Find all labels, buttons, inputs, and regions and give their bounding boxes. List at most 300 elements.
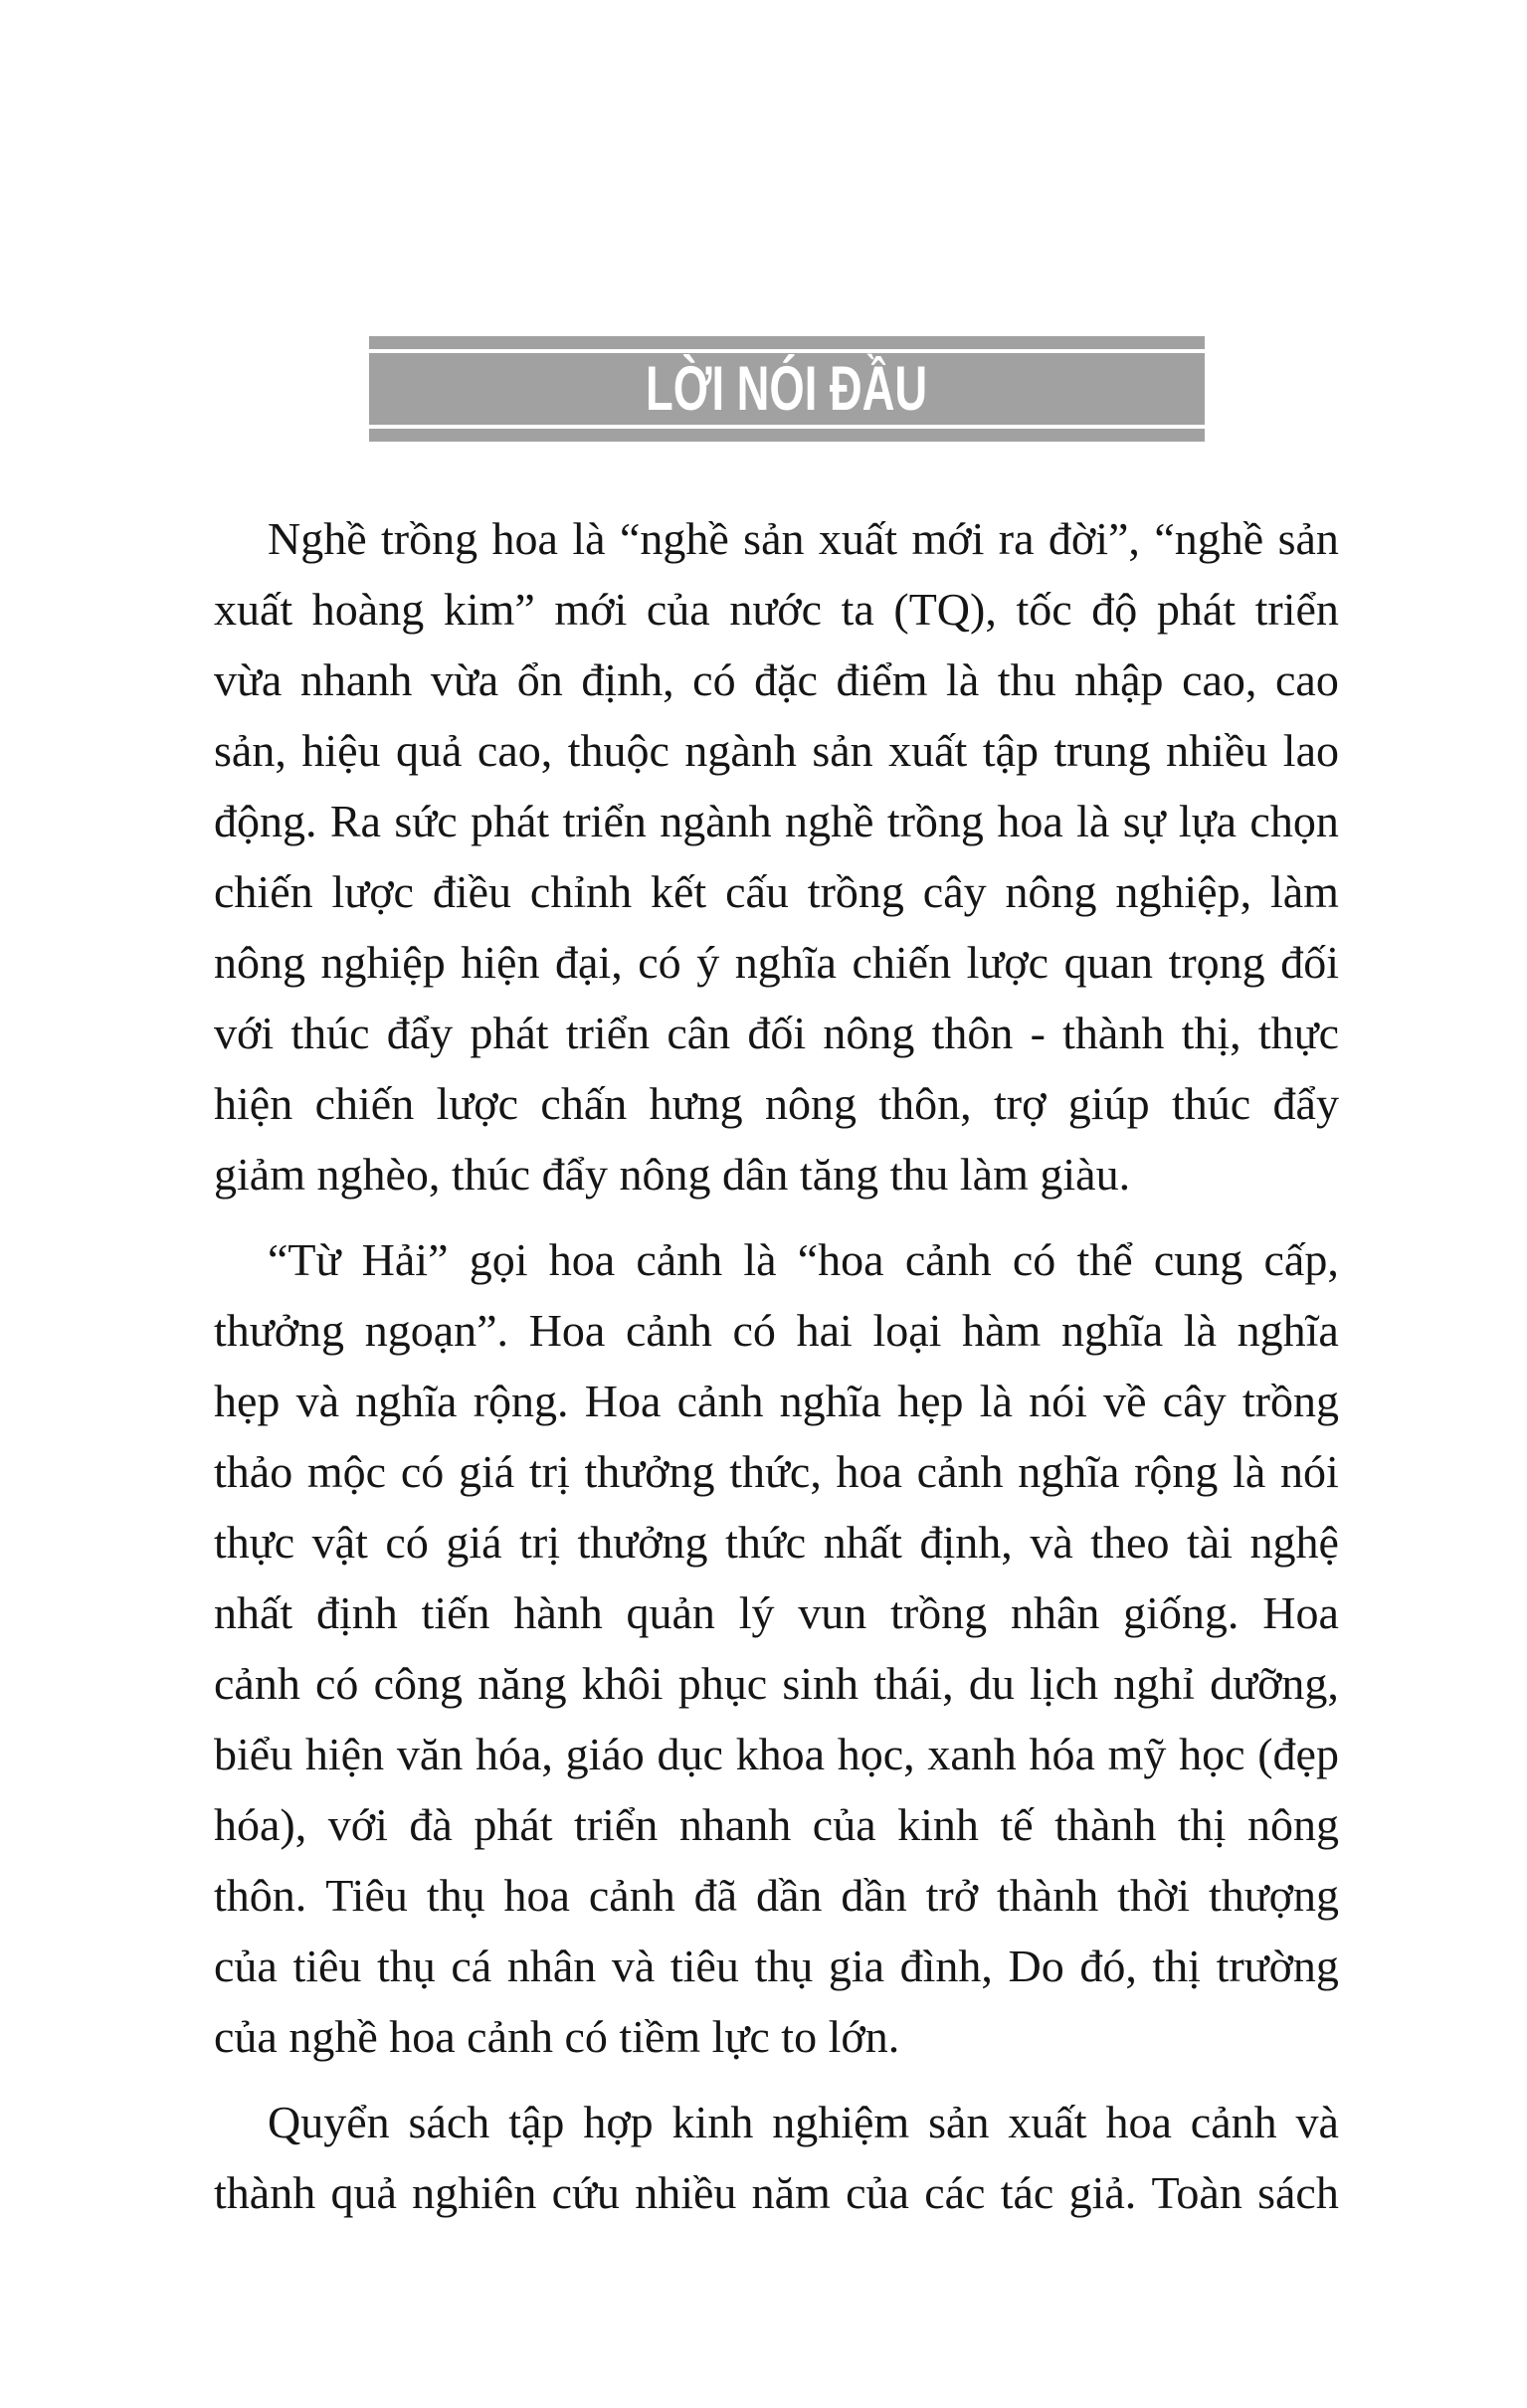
word: vật bbox=[311, 1517, 368, 1568]
text-line bbox=[214, 1931, 1339, 2001]
word: thưởng bbox=[584, 1446, 715, 1497]
word: trợ bbox=[993, 1078, 1047, 1129]
word: chỉnh bbox=[529, 866, 633, 917]
word: giá bbox=[458, 1446, 515, 1497]
word: rộng. bbox=[473, 1376, 569, 1426]
text-line bbox=[214, 1295, 1339, 1366]
word: sự bbox=[1122, 796, 1166, 846]
text-line bbox=[214, 1789, 1339, 1860]
word: nói bbox=[1280, 1446, 1339, 1497]
word: nông bbox=[764, 1078, 857, 1129]
word: quả bbox=[330, 2167, 397, 2218]
word: cảnh bbox=[1190, 2097, 1277, 2147]
paragraph bbox=[214, 1224, 1339, 2072]
word: hóa bbox=[1029, 1729, 1095, 1779]
word: mỹ bbox=[1107, 1729, 1167, 1779]
word: thức, bbox=[729, 1446, 822, 1497]
word: thành bbox=[1054, 1799, 1157, 1850]
word: sản, bbox=[214, 725, 286, 776]
word: tiêu bbox=[669, 1941, 739, 1991]
word: và bbox=[611, 1941, 656, 1991]
word: năng bbox=[477, 1658, 567, 1709]
word: tập bbox=[982, 725, 1040, 776]
word: xuất bbox=[818, 513, 898, 564]
word: đời”, bbox=[1048, 513, 1140, 564]
word: đối bbox=[1280, 937, 1339, 988]
word: chiến bbox=[852, 937, 952, 988]
word: vun bbox=[798, 1587, 867, 1638]
text-line bbox=[214, 998, 1339, 1068]
word: thành bbox=[214, 2167, 316, 2218]
word: nghĩa bbox=[1018, 1446, 1120, 1497]
word: văn bbox=[396, 1729, 464, 1779]
word: rộng bbox=[1134, 1446, 1219, 1497]
text-line bbox=[214, 786, 1339, 856]
word: tiêu bbox=[292, 1941, 362, 1991]
word: thượng bbox=[1208, 1870, 1339, 1921]
preface-banner bbox=[369, 336, 1205, 442]
word: đại, bbox=[555, 937, 623, 988]
word: hẹp bbox=[214, 1376, 281, 1426]
word: ngành bbox=[660, 796, 772, 846]
word: khoa bbox=[735, 1729, 826, 1779]
word: là bbox=[1183, 1305, 1217, 1356]
text-line bbox=[214, 2157, 1339, 2228]
word: sản bbox=[928, 2097, 990, 2147]
paragraph bbox=[214, 2087, 1339, 2228]
text-line bbox=[214, 1436, 1339, 1507]
word: sản bbox=[743, 513, 805, 564]
word: có bbox=[385, 1517, 429, 1568]
word: ra bbox=[998, 513, 1035, 564]
word: khôi bbox=[581, 1658, 664, 1709]
word: có bbox=[638, 937, 681, 988]
body-text bbox=[214, 503, 1339, 2228]
word: nước bbox=[729, 584, 822, 635]
word: trồng bbox=[890, 1587, 988, 1638]
word: nghĩa bbox=[355, 1376, 458, 1426]
word: chiến bbox=[314, 1078, 415, 1129]
word: Tiêu bbox=[325, 1870, 408, 1921]
word: đó, bbox=[1079, 1941, 1137, 1991]
word: dục bbox=[657, 1729, 723, 1779]
text-line bbox=[214, 1224, 1339, 1295]
word: thôn bbox=[931, 1008, 1014, 1058]
word: hoa bbox=[491, 513, 558, 564]
word: Quyển bbox=[268, 2097, 390, 2147]
word: ý bbox=[696, 937, 720, 988]
word: thôn. bbox=[214, 1870, 307, 1921]
word: dần bbox=[755, 1870, 823, 1921]
word: triển bbox=[565, 1008, 651, 1058]
word: dần bbox=[841, 1870, 907, 1921]
word: thị bbox=[1152, 1941, 1201, 1991]
word: của bbox=[846, 2167, 909, 2218]
word: nghiên bbox=[412, 2167, 537, 2218]
word: là bbox=[572, 513, 606, 564]
word: giá bbox=[446, 1517, 502, 1568]
word: và bbox=[1030, 1517, 1073, 1568]
word: hiện bbox=[214, 1078, 293, 1129]
word: động. bbox=[214, 796, 317, 846]
word: thụ bbox=[426, 1870, 485, 1921]
word: với bbox=[327, 1799, 388, 1850]
word: thôn, bbox=[878, 1078, 972, 1129]
word: có bbox=[732, 1305, 776, 1356]
word: định, bbox=[581, 654, 674, 705]
word: định bbox=[315, 1587, 398, 1638]
word: nông bbox=[823, 1008, 915, 1058]
word: nghiệm bbox=[772, 2097, 910, 2147]
word: giúp bbox=[1067, 1078, 1150, 1129]
word: mộc bbox=[306, 1446, 387, 1497]
word: và bbox=[1295, 2097, 1339, 2147]
word: lược bbox=[966, 937, 1050, 988]
word: “hoa bbox=[797, 1234, 884, 1285]
text-line bbox=[214, 1648, 1339, 1719]
text-line bbox=[214, 503, 1339, 574]
word: Nghề bbox=[268, 513, 367, 564]
word: nhất bbox=[214, 1587, 293, 1638]
word: sách bbox=[408, 2097, 490, 2147]
word: nông bbox=[1005, 866, 1097, 917]
word: tiến bbox=[421, 1587, 490, 1638]
word: hoa bbox=[997, 796, 1063, 846]
word: sản bbox=[1277, 513, 1339, 564]
word: ngành bbox=[684, 725, 797, 776]
word: chiến bbox=[214, 866, 313, 917]
text-line bbox=[214, 1366, 1339, 1436]
word: thái, bbox=[873, 1658, 954, 1709]
word: kinh bbox=[671, 2097, 754, 2147]
word: cảnh bbox=[904, 1234, 992, 1285]
text-line bbox=[214, 1507, 1339, 1577]
banner-main-band bbox=[369, 353, 1205, 425]
text-line bbox=[214, 856, 1339, 927]
word: thể bbox=[1076, 1234, 1133, 1285]
word: trồng bbox=[381, 513, 478, 564]
word: thực bbox=[1257, 1008, 1339, 1058]
word: hoàng bbox=[311, 584, 425, 635]
word: hiện bbox=[461, 937, 540, 988]
word: nông bbox=[1246, 1799, 1339, 1850]
word: lược bbox=[331, 866, 414, 917]
word: nhất bbox=[823, 1517, 902, 1568]
word: phát bbox=[470, 1008, 549, 1058]
word: với bbox=[214, 1008, 275, 1058]
word: nghĩa bbox=[734, 937, 837, 988]
word: thúc bbox=[290, 1008, 370, 1058]
word: học bbox=[1179, 1729, 1245, 1779]
word: có bbox=[400, 1446, 445, 1497]
word: điều bbox=[432, 866, 512, 917]
word: tập bbox=[508, 2097, 565, 2147]
section-title: LỜI NÓI ĐẦU bbox=[646, 354, 928, 424]
word: thu bbox=[997, 654, 1056, 705]
word: là bbox=[979, 1376, 1013, 1426]
word: sách bbox=[1257, 2167, 1339, 2218]
word: lựa bbox=[1178, 796, 1238, 846]
word: hàm bbox=[962, 1305, 1042, 1356]
word: thụ bbox=[754, 1941, 814, 1991]
word: xuất bbox=[888, 725, 968, 776]
word: hợp bbox=[583, 2097, 654, 2147]
text-line bbox=[214, 2087, 1339, 2157]
word: thời bbox=[1117, 1870, 1191, 1921]
word: trị bbox=[519, 1517, 560, 1568]
word: thị, bbox=[1181, 1008, 1241, 1058]
word: dưỡng, bbox=[1210, 1658, 1339, 1709]
word: biểu bbox=[214, 1729, 293, 1779]
word: có bbox=[315, 1658, 359, 1709]
word: nghệ bbox=[1249, 1517, 1339, 1568]
word: học, bbox=[837, 1729, 915, 1779]
word: nghĩa bbox=[1237, 1305, 1339, 1356]
word: Hoa bbox=[584, 1376, 662, 1426]
word: ổn bbox=[516, 654, 563, 705]
word: thảo bbox=[214, 1446, 293, 1497]
word: là bbox=[1233, 1446, 1266, 1497]
word: Hoa bbox=[528, 1305, 606, 1356]
word: “Từ bbox=[268, 1234, 341, 1285]
word: Ra bbox=[329, 796, 381, 846]
text-line bbox=[214, 715, 1339, 786]
word: cá bbox=[451, 1941, 492, 1991]
word: hẹp bbox=[897, 1376, 964, 1426]
word: hưng bbox=[649, 1078, 743, 1129]
word: nói bbox=[1029, 1376, 1087, 1426]
word: Hải” bbox=[361, 1234, 449, 1285]
word: cao, bbox=[477, 725, 553, 776]
word: thưởng bbox=[577, 1517, 708, 1568]
word: (TQ), bbox=[893, 584, 997, 635]
word: tế bbox=[1000, 1799, 1034, 1850]
text-line bbox=[214, 1719, 1339, 1789]
word: phục bbox=[677, 1658, 768, 1709]
word: đẩy bbox=[1272, 1078, 1339, 1129]
word: nghề bbox=[785, 796, 874, 846]
word: độ bbox=[1091, 584, 1138, 635]
word: mới bbox=[554, 584, 628, 635]
word: lao bbox=[1282, 725, 1339, 776]
text-line: giảm nghèo, thúc đẩy nông dân tăng thu làm giàu. bbox=[214, 1149, 1131, 1200]
text-line bbox=[214, 574, 1339, 645]
word: hóa, bbox=[475, 1729, 553, 1779]
word: trồng bbox=[807, 866, 904, 917]
word: của bbox=[812, 1799, 876, 1850]
word: ngoạn”. bbox=[364, 1305, 509, 1356]
word: nghiệp, bbox=[1115, 866, 1252, 917]
word: gia bbox=[828, 1941, 885, 1991]
word: gọi bbox=[469, 1234, 528, 1285]
word: giáo bbox=[565, 1729, 645, 1779]
word: cảnh bbox=[588, 1870, 675, 1921]
word: đặc bbox=[754, 654, 818, 705]
word: kết bbox=[651, 866, 707, 917]
word: thực bbox=[214, 1517, 295, 1568]
word: “nghề bbox=[619, 513, 729, 564]
word: cung bbox=[1153, 1234, 1243, 1285]
word: nhiều bbox=[635, 2167, 737, 2218]
word: cảnh bbox=[676, 1376, 764, 1426]
word: về bbox=[1103, 1376, 1147, 1426]
word: là bbox=[946, 654, 980, 705]
word: hành bbox=[513, 1587, 603, 1638]
word: hoa bbox=[548, 1234, 616, 1285]
word: sinh bbox=[782, 1658, 859, 1709]
word: công bbox=[373, 1658, 464, 1709]
word: chọn bbox=[1249, 796, 1339, 846]
word: của bbox=[214, 1941, 278, 1991]
word: các bbox=[924, 2167, 986, 2218]
word: sản bbox=[812, 725, 873, 776]
word: xanh bbox=[927, 1729, 1017, 1779]
word: cây bbox=[922, 866, 987, 917]
word: chấn bbox=[540, 1078, 628, 1129]
text-line bbox=[214, 1860, 1339, 1931]
word: hoa bbox=[1105, 2097, 1172, 2147]
word: triển bbox=[1254, 584, 1339, 635]
word: trung bbox=[1053, 725, 1151, 776]
word: đối bbox=[747, 1008, 807, 1058]
word: cao, bbox=[1182, 654, 1257, 705]
word: tác bbox=[1000, 2167, 1054, 2218]
word: thị bbox=[1177, 1799, 1227, 1850]
word: quả bbox=[396, 725, 463, 776]
word: nhanh bbox=[678, 1799, 792, 1850]
word: quản bbox=[626, 1587, 715, 1638]
text-line bbox=[214, 1068, 1339, 1139]
word: có bbox=[1012, 1234, 1056, 1285]
word: “nghề bbox=[1154, 513, 1264, 564]
word: cảnh bbox=[916, 1446, 1004, 1497]
word: đà bbox=[409, 1799, 453, 1850]
word: theo bbox=[1090, 1517, 1170, 1568]
word: du bbox=[968, 1658, 1015, 1709]
word: cảnh bbox=[626, 1305, 712, 1356]
word: cứu bbox=[551, 2167, 620, 2218]
banner-top-strip bbox=[369, 336, 1205, 349]
word: triển bbox=[562, 796, 647, 846]
word: tốc bbox=[1016, 584, 1072, 635]
word: lý bbox=[738, 1587, 775, 1638]
banner-bottom-strip bbox=[369, 429, 1205, 442]
word: trồng bbox=[886, 796, 984, 846]
word: nông bbox=[214, 937, 305, 988]
word: nhiều bbox=[1166, 725, 1268, 776]
word: đã bbox=[693, 1870, 738, 1921]
word: quan bbox=[1063, 937, 1154, 988]
word: mới bbox=[911, 513, 985, 564]
word: triển bbox=[574, 1799, 659, 1850]
word: Hoa bbox=[1262, 1587, 1339, 1638]
word: điểm bbox=[836, 654, 928, 705]
word: hiệu bbox=[301, 725, 381, 776]
word: ta bbox=[841, 584, 874, 635]
word: của bbox=[646, 584, 710, 635]
word: nhanh bbox=[299, 654, 413, 705]
word: là bbox=[1076, 796, 1110, 846]
word: phát bbox=[470, 796, 550, 846]
word: tài bbox=[1187, 1517, 1233, 1568]
word: thuộc bbox=[567, 725, 669, 776]
word: (đẹp bbox=[1257, 1729, 1339, 1779]
word: - bbox=[1030, 1008, 1046, 1058]
word: nhập bbox=[1074, 654, 1164, 705]
word: thưởng bbox=[214, 1305, 345, 1356]
word: giả. bbox=[1068, 2167, 1137, 2218]
paragraph bbox=[214, 503, 1339, 1209]
word: trọng bbox=[1168, 937, 1265, 988]
word: kinh bbox=[897, 1799, 979, 1850]
word: hoa bbox=[836, 1446, 902, 1497]
word: vừa bbox=[214, 654, 283, 705]
word: là bbox=[743, 1234, 777, 1285]
word: cây bbox=[1162, 1376, 1227, 1426]
word: nghĩa bbox=[1060, 1305, 1164, 1356]
word: thụ bbox=[377, 1941, 436, 1991]
word: đình, bbox=[899, 1941, 993, 1991]
text-line: của nghề hoa cảnh có tiềm lực to lớn. bbox=[214, 2011, 900, 2062]
word: thức bbox=[725, 1517, 807, 1568]
word: cân bbox=[667, 1008, 731, 1058]
word: sức bbox=[394, 796, 458, 846]
word: phát bbox=[1156, 584, 1237, 635]
word: Toàn bbox=[1151, 2167, 1242, 2218]
word: xuất bbox=[1008, 2097, 1087, 2147]
text-line bbox=[214, 927, 1339, 998]
word: làm bbox=[1269, 866, 1339, 917]
word: hiện bbox=[304, 1729, 385, 1779]
word: giống. bbox=[1123, 1587, 1240, 1638]
word: cảnh bbox=[214, 1658, 300, 1709]
word: năm bbox=[751, 2167, 831, 2218]
word: hai bbox=[796, 1305, 853, 1356]
word: cảnh bbox=[636, 1234, 723, 1285]
word: hóa), bbox=[214, 1799, 307, 1850]
word: thúc bbox=[1171, 1078, 1251, 1129]
word: trồng bbox=[1241, 1376, 1339, 1426]
word: Do bbox=[1008, 1941, 1064, 1991]
word: thành bbox=[1062, 1008, 1165, 1058]
word: cao bbox=[1274, 654, 1339, 705]
word: đẩy bbox=[386, 1008, 454, 1058]
word: định, bbox=[919, 1517, 1013, 1568]
word: cấp, bbox=[1263, 1234, 1339, 1285]
word: nghiệp bbox=[320, 937, 446, 988]
word: nhân bbox=[1010, 1587, 1100, 1638]
word: xuất bbox=[214, 584, 293, 635]
word: cấu bbox=[725, 866, 789, 917]
word: phát bbox=[474, 1799, 553, 1850]
word: và bbox=[295, 1376, 340, 1426]
word: nghĩa bbox=[779, 1376, 881, 1426]
word: lịch bbox=[1030, 1658, 1099, 1709]
text-line bbox=[214, 645, 1339, 715]
word: lược bbox=[436, 1078, 519, 1129]
word: trường bbox=[1216, 1941, 1339, 1991]
word: thành bbox=[997, 1870, 1099, 1921]
word: trở bbox=[925, 1870, 979, 1921]
word: loại bbox=[872, 1305, 942, 1356]
word: hoa bbox=[503, 1870, 570, 1921]
word: nhân bbox=[506, 1941, 597, 1991]
text-line bbox=[214, 1577, 1339, 1648]
word: vừa bbox=[430, 654, 499, 705]
word: có bbox=[692, 654, 736, 705]
word: kim” bbox=[443, 584, 535, 635]
word: trị bbox=[528, 1446, 570, 1497]
